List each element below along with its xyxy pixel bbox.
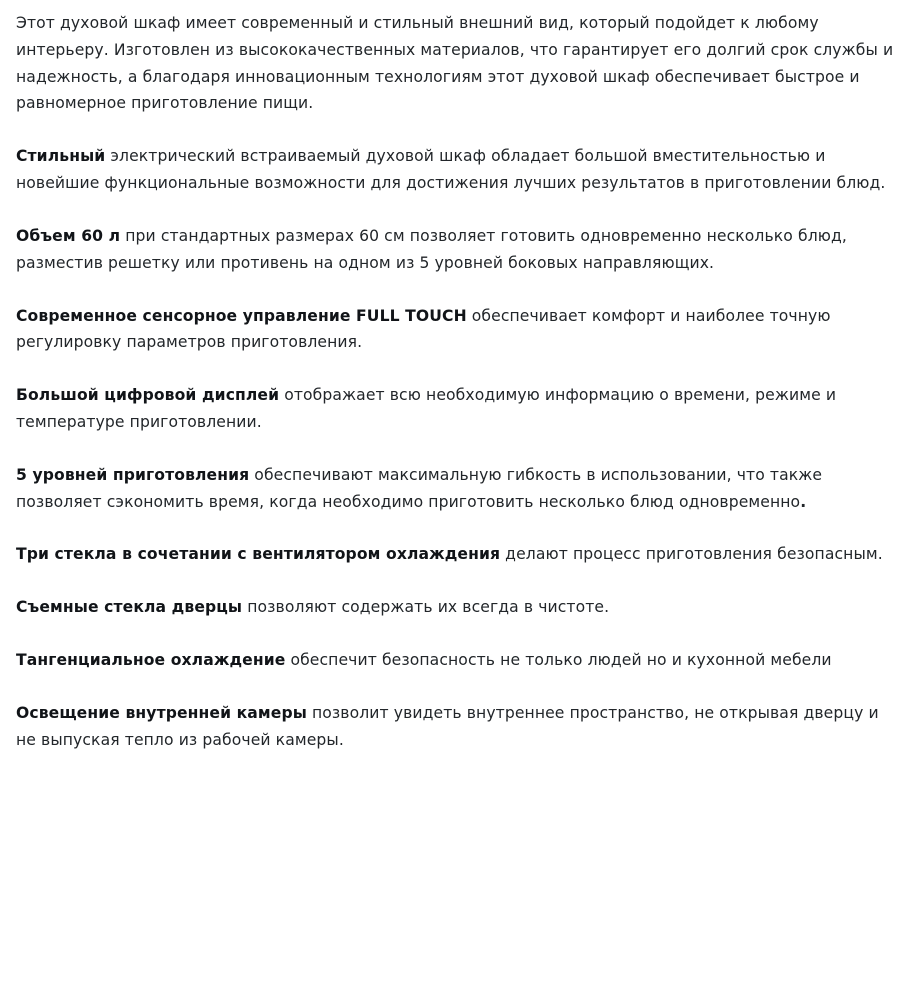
paragraph-text: позволяют содержать их всегда в чистоте. — [242, 598, 610, 617]
paragraph-text: Этот духовой шкаф имеет современный и стильный внешний вид, который подойдет к любому интерьеру. Изготовлен из высококачественных материалов, что гарантирует его долгий срок службы и надежность, а благодаря инновационным технологиям этот духовой шкаф обеспечивает быстрое и равномерное приготовление пищи. — [16, 14, 894, 113]
paragraph-intro — [16, 10, 896, 117]
paragraph-lead: Освещение внутренней камеры — [16, 703, 307, 722]
paragraph-lead: 5 уровней приготовления — [16, 465, 250, 484]
paragraph-text: обеспечивает комфорт и наиболее точную регулировку параметров приготовления. — [16, 306, 831, 352]
paragraph-three-glass — [16, 541, 896, 568]
paragraph-lead: Объем 60 л — [16, 226, 121, 245]
paragraph-text: электрический встраиваемый духовой шкаф обладает большой вместительностью и новейшие функциональные возможности для достижения лучших результатов в приготовлении блюд. — [16, 147, 886, 193]
paragraph-volume — [16, 223, 896, 277]
paragraph-text: обеспечивают максимальную гибкость в использовании, что также позволяет сэкономить время, когда необходимо приготовить несколько блюд одновременно — [16, 465, 823, 511]
paragraph-tangential-cooling — [16, 647, 896, 674]
paragraph-lead: Съемные стекла дверцы — [16, 598, 243, 617]
paragraph-stylish — [16, 143, 896, 197]
paragraph-lighting — [16, 700, 896, 754]
paragraph-lead: Стильный — [16, 147, 106, 166]
paragraph-display — [16, 382, 896, 436]
paragraph-text: позволит увидеть внутреннее пространство, не открывая дверцу и не выпуская тепло из рабочей камеры. — [16, 703, 879, 749]
paragraph-lead: Большой цифровой дисплей — [16, 386, 280, 405]
paragraph-text: обеспечит безопасность не только людей но и кухонной мебели — [285, 651, 832, 669]
paragraph-text: делают процесс приготовления безопасным. — [500, 545, 883, 564]
paragraph-lead: Тангенциальное охлаждение — [16, 651, 286, 669]
paragraph-levels — [16, 462, 896, 516]
paragraph-removable-glass — [16, 594, 896, 621]
paragraph-full-touch — [16, 303, 896, 357]
paragraph-text: при стандартных размерах 60 см позволяет готовить одновременно несколько блюд, разместив решетку или противень на одном из 5 уровней боковых направляющих. — [16, 226, 847, 272]
paragraph-lead: Три стекла в сочетании с вентилятором охлаждения — [16, 545, 501, 564]
paragraph-tail: . — [800, 492, 807, 511]
paragraph-text: отображает всю необходимую информацию о времени, режиме и температуре приготовлении. — [16, 386, 837, 431]
paragraph-lead: Современное сенсорное управление FULL TOUCH — [16, 306, 467, 325]
